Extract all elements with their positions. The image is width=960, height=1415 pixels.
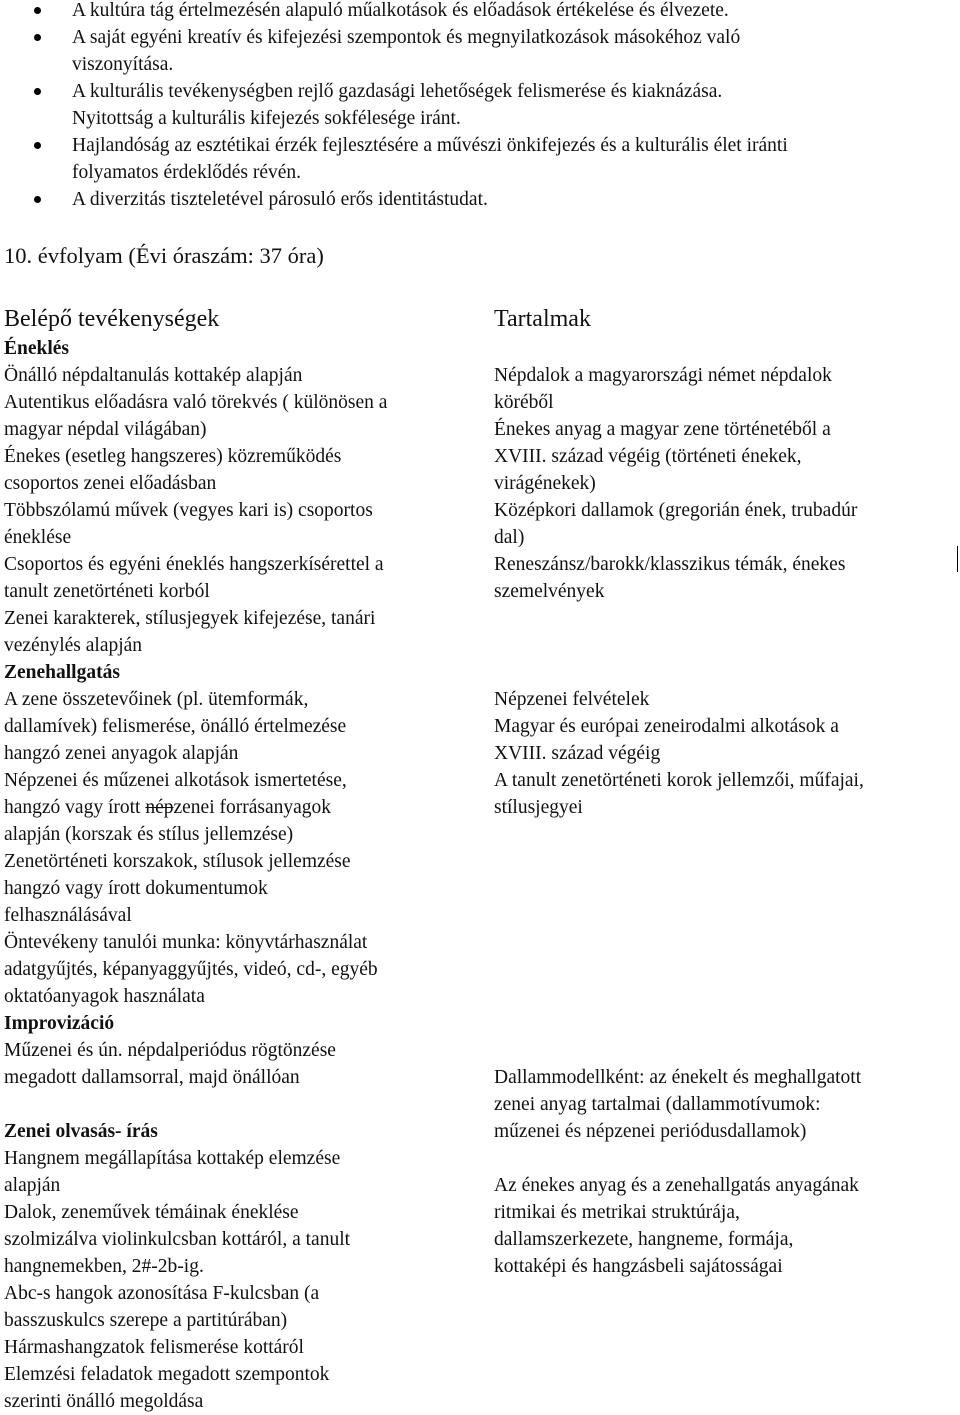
spacer <box>494 605 944 632</box>
bullet-icon <box>34 196 41 203</box>
spacer <box>4 1091 466 1118</box>
text-line: alapján <box>4 1175 61 1196</box>
spacer <box>494 848 944 875</box>
text-line: köréből <box>494 392 554 413</box>
text-line: Népdalok a magyarországi német népdalok <box>494 365 832 386</box>
text-line: magyar népdal világában) <box>4 419 207 440</box>
text-line: Autentikus előadásra való törekvés ( különösen a <box>4 392 388 413</box>
text-line: Többszólamú művek (vegyes kari is) csoportos <box>4 500 373 521</box>
section-heading-improvisation: Improvizáció <box>4 1013 115 1034</box>
bullet-item <box>0 132 960 186</box>
bullet-line: Nyitottság a kulturális kifejezés sokfélesége iránt. <box>72 108 461 129</box>
bullet-line: Hajlandóság az esztétikai érzék fejlesztésére a művészi önkifejezés és a kulturális élet iránti <box>72 135 788 156</box>
text-line: Magyar és európai zeneirodalmi alkotások a <box>494 716 839 737</box>
spacer <box>494 821 944 848</box>
text-line: A tanult zenetörténeti korok jellemzői, műfajai, <box>494 770 864 791</box>
text-line: Dallammodellként: az énekelt és meghallgatott <box>494 1067 862 1088</box>
text-line: Énekes anyag a magyar zene történetéből a <box>494 419 831 440</box>
bullet-line: A kultúra tág értelmezésén alapuló műalkotások és előadások értékelése és élvezete. <box>72 0 729 21</box>
spacer <box>494 1145 944 1172</box>
spacer <box>494 1037 944 1064</box>
text-line: tanult zenetörténeti korból <box>4 581 210 602</box>
text-line: Reneszánsz/barokk/klasszikus témák, énekes <box>494 554 846 575</box>
text-line: hangnemekben, 2#-2b-ig. <box>4 1256 204 1277</box>
margin-change-bar <box>957 546 958 572</box>
text-line: vezénylés alapján <box>4 635 143 656</box>
text-line: szemelvények <box>494 581 605 602</box>
spacer <box>494 875 944 902</box>
text-line: A zene összetevőinek (pl. ütemformák, <box>4 689 309 710</box>
text-line: ritmikai és metrikai struktúrája, <box>494 1202 740 1223</box>
text-line-with-strike <box>4 794 466 821</box>
text-line: kottaképi és hangzásbeli sajátosságai <box>494 1256 783 1277</box>
text-line: Középkori dallamok (gregorián ének, trubadúr <box>494 500 858 521</box>
text-line: zenei anyag tartalmai (dallammotívumok: <box>494 1094 821 1115</box>
text-line: dallamszerkezete, hangneme, formája, <box>494 1229 794 1250</box>
competency-bullet-list <box>0 0 960 213</box>
activities-column <box>4 303 466 1415</box>
text-line: Abc-s hangok azonosítása F-kulcsban (a <box>4 1283 320 1304</box>
contents-column <box>494 303 944 1280</box>
text-line: Elemzési feladatok megadott szempontok <box>4 1364 330 1385</box>
bullet-item <box>0 78 960 132</box>
text-line: műzenei és népzenei periódusdallamok) <box>494 1121 807 1142</box>
spacer <box>494 983 944 1010</box>
text-line: Zenei karakterek, stílusjegyek kifejezése, tanári <box>4 608 376 629</box>
text-line: hangzó zenei anyagok alapján <box>4 743 239 764</box>
text-line: XVIII. század végéig (történeti énekek, <box>494 446 802 467</box>
strike-line-text: hangzó vagy írott népzenei forrásanyagok <box>4 797 332 818</box>
bullet-line: viszonyítása. <box>72 54 174 75</box>
text-line: szolmizálva violinkulcsban kottáról, a tanult <box>4 1229 351 1250</box>
bullet-line: folyamatos érdeklődés révén. <box>72 162 302 183</box>
text-line: Népzenei felvételek <box>494 689 650 710</box>
text-line: Öntevékeny tanulói munka: könyvtárhasználat <box>4 932 368 953</box>
text-line: Népzenei és műzenei alkotások ismertetése, <box>4 770 347 791</box>
spacer <box>494 335 944 362</box>
text-line: oktatóanyagok használata <box>4 986 205 1007</box>
text-line: éneklése <box>4 527 72 548</box>
contents-title: Tartalmak <box>494 306 591 332</box>
bullet-item <box>0 24 960 78</box>
bullet-item <box>0 186 960 213</box>
grade-heading: 10. évfolyam (Évi óraszám: 37 óra) <box>4 243 324 268</box>
text-line: hangzó vagy írott dokumentumok <box>4 878 268 899</box>
text-line: adatgyűjtés, képanyaggyűjtés, videó, cd-, egyéb <box>4 959 378 980</box>
bullet-icon <box>34 142 41 149</box>
section-heading-listening: Zenehallgatás <box>4 662 120 683</box>
spacer <box>494 632 944 659</box>
text-line: Műzenei és ún. népdalperiódus rögtönzése <box>4 1040 336 1061</box>
spacer <box>494 659 944 686</box>
activities-title: Belépő tevékenységek <box>4 306 220 332</box>
text-line: szerinti önálló megoldása <box>4 1391 204 1412</box>
text-line: Dalok, zeneművek témáinak éneklése <box>4 1202 299 1223</box>
bullet-line: A saját egyéni kreatív és kifejezési szempontok és megnyilatkozások másokéhoz való <box>72 27 741 48</box>
text-line: Csoportos és egyéni éneklés hangszerkísérettel a <box>4 554 384 575</box>
text-line: dallamívek) felismerése, önálló értelmezése <box>4 716 347 737</box>
text-line: Hármashangzatok felismerése kottáról <box>4 1337 304 1358</box>
bullet-line: A kulturális tevékenységben rejlő gazdasági lehetőségek felismerése és kiaknázása. <box>72 81 723 102</box>
bullet-icon <box>34 34 41 41</box>
text-line: XVIII. század végéig <box>494 743 661 764</box>
text-line: Az énekes anyag és a zenehallgatás anyagának <box>494 1175 859 1196</box>
spacer <box>494 902 944 929</box>
text-line: Énekes (esetleg hangszeres) közreműködés <box>4 446 342 467</box>
spacer <box>494 1010 944 1037</box>
spacer <box>494 956 944 983</box>
bullet-icon <box>34 88 41 95</box>
text-line: stílusjegyei <box>494 797 583 818</box>
section-heading-singing: Éneklés <box>4 338 70 359</box>
text-line: Önálló népdaltanulás kottakép alapján <box>4 365 303 386</box>
text-line: dal) <box>494 527 525 548</box>
struck-text: nép <box>145 797 174 818</box>
text-line: alapján (korszak és stílus jellemzése) <box>4 824 294 845</box>
bullet-icon <box>34 7 41 14</box>
text-line: basszuskulcs szerepe a partitúrában) <box>4 1310 288 1331</box>
bullet-line: A diverzitás tiszteletével párosuló erős identitástudat. <box>72 189 488 210</box>
text-line: felhasználásával <box>4 905 132 926</box>
text-line: Hangnem megállapítása kottakép elemzése <box>4 1148 341 1169</box>
text-line: virágénekek) <box>494 473 596 494</box>
section-heading-reading-writing: Zenei olvasás- írás <box>4 1121 158 1142</box>
text-line: csoportos zenei előadásban <box>4 473 217 494</box>
spacer <box>494 929 944 956</box>
text-line: megadott dallamsorral, majd önállóan <box>4 1067 300 1088</box>
text-line: Zenetörténeti korszakok, stílusok jellemzése <box>4 851 351 872</box>
bullet-item <box>0 0 960 24</box>
